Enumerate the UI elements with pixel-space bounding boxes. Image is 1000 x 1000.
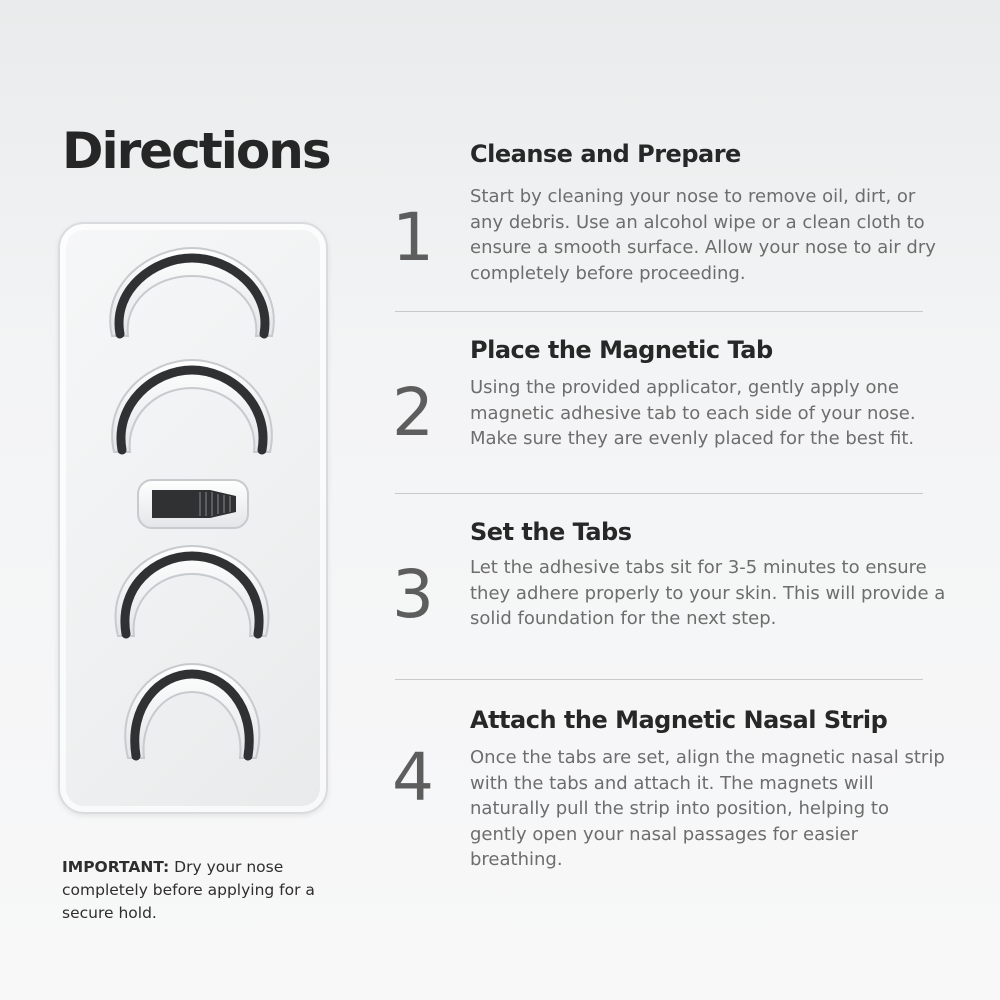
step-number: 4 — [392, 739, 434, 816]
nasal-strip-4 — [125, 664, 259, 758]
page-title: Directions — [62, 122, 330, 180]
important-note — [62, 856, 332, 925]
important-label: IMPORTANT: — [62, 857, 170, 876]
applicator — [138, 480, 248, 528]
nasal-strip-1 — [110, 248, 274, 336]
product-tray-image — [58, 222, 328, 814]
divider — [395, 679, 923, 680]
step-description: Let the adhesive tabs sit for 3-5 minutes to ensure they adhere properly to your skin. This will provide a solid foundation for the next step. — [470, 557, 946, 629]
nasal-strip-3 — [116, 546, 269, 636]
step-title: Place the Magnetic Tab — [470, 336, 773, 364]
step-title: Attach the Magnetic Nasal Strip — [470, 706, 888, 734]
step-number: 3 — [392, 556, 434, 633]
step-number: 1 — [392, 199, 434, 276]
nasal-strip-2 — [112, 360, 272, 452]
step-description: Using the provided applicator, gently apply one magnetic adhesive tab to each side of your nose. Make sure they are evenly placed for the best fit. — [470, 377, 916, 449]
step-title: Cleanse and Prepare — [470, 140, 741, 168]
step-title: Set the Tabs — [470, 518, 632, 546]
divider — [395, 311, 923, 312]
important-text: Dry your nose completely before applying for a secure hold. — [62, 857, 315, 922]
step-description: Start by cleaning your nose to remove oil, dirt, or any debris. Use an alcohol wipe or a clean cloth to ensure a smooth surface. Allow your nose to air dry completely before proceeding. — [470, 186, 936, 284]
step-description: Once the tabs are set, align the magnetic nasal strip with the tabs and attach it. The magnets will naturally pull the strip into position, helping to gently open your nasal passages for easier breathing. — [470, 747, 945, 870]
step-number: 2 — [392, 374, 434, 451]
divider — [395, 493, 923, 494]
nasal-strip-tray-illustration — [60, 224, 326, 812]
